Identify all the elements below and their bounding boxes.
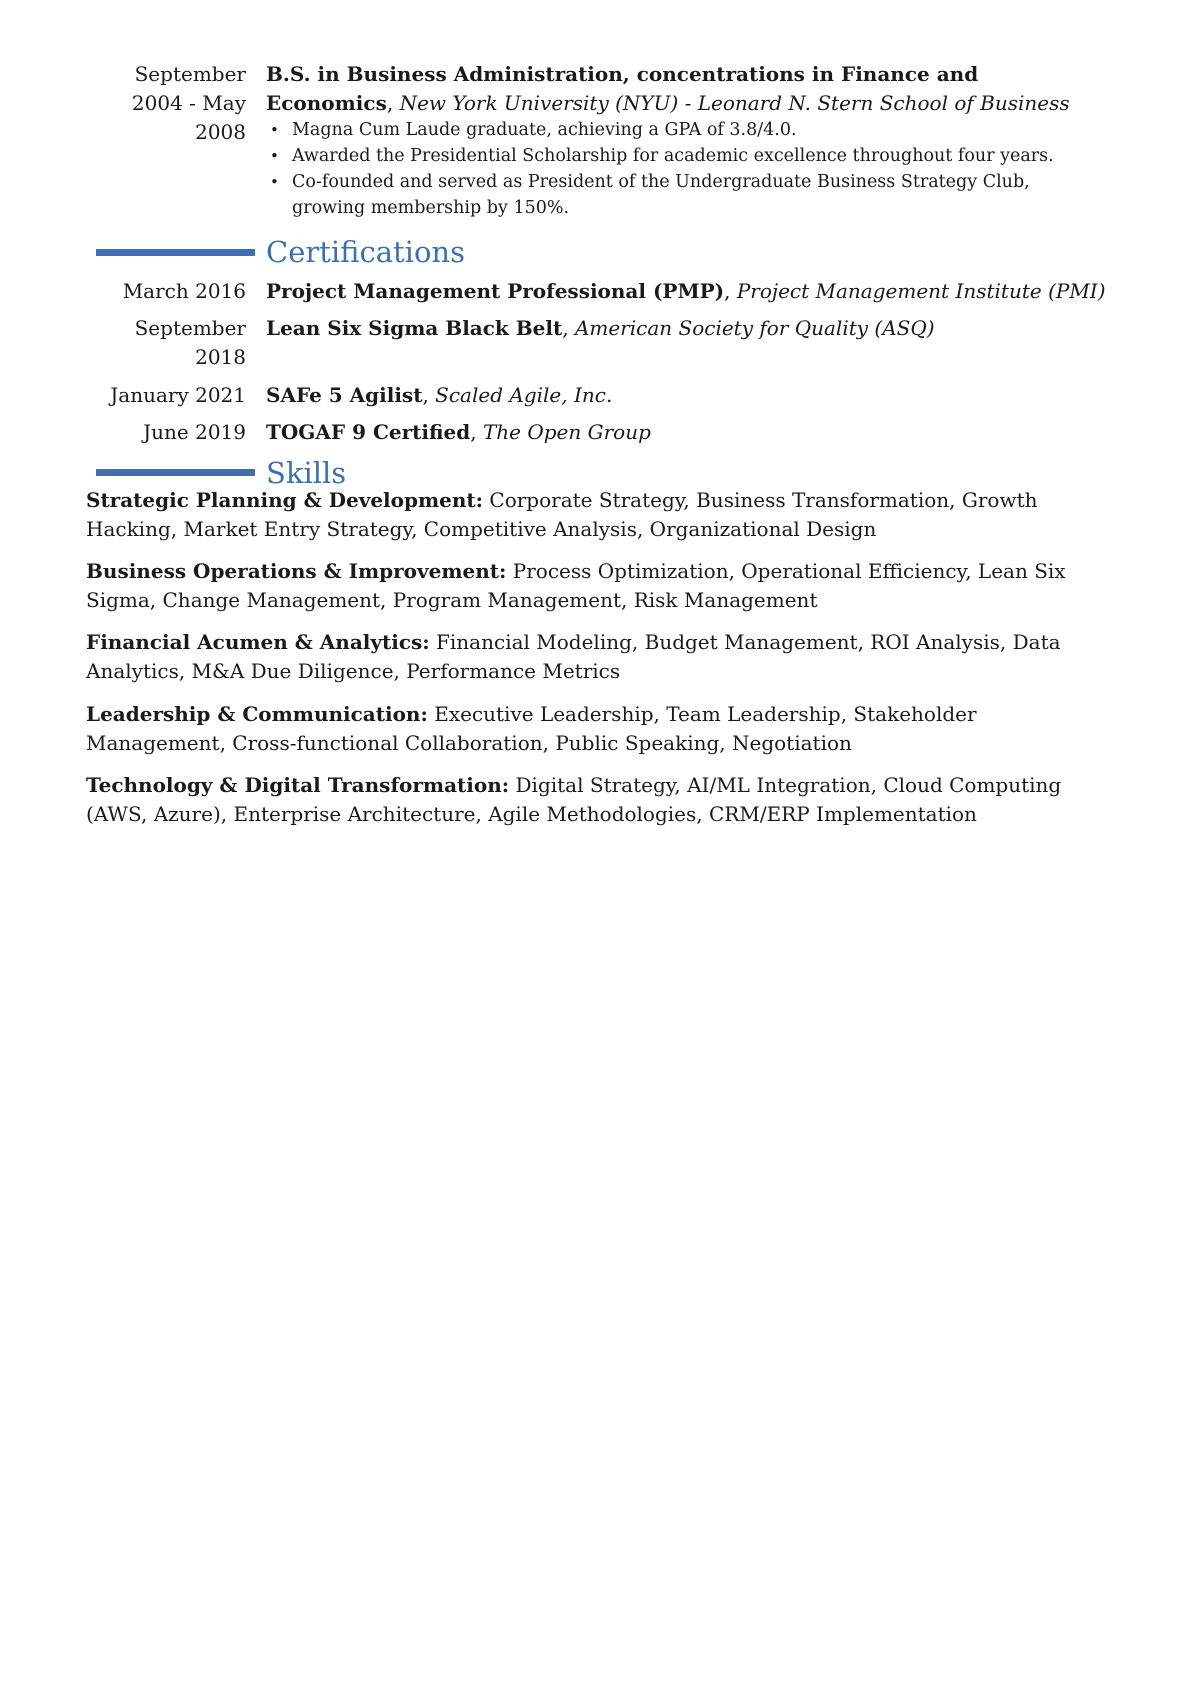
skill-group [86, 700, 1106, 758]
certification-issuer: Scaled Agile, Inc. [435, 383, 613, 407]
certification-date: January 2021 [110, 383, 246, 407]
certification-separator: , [422, 383, 436, 407]
education-bullet: • Magna Cum Laude graduate, achieving a GPA of 3.8/4.0. [266, 117, 1106, 143]
certification-name: TOGAF 9 Certified [266, 420, 471, 444]
education-heading [266, 60, 1106, 118]
skills-title: Skills [266, 456, 347, 490]
certification-issuer: The Open Group [482, 420, 651, 444]
education-date [96, 60, 246, 147]
skill-list: Financial Modeling, Budget Management, ROI Analysis, Data Analytics, M&A Due Diligence, Performance Metrics [86, 630, 1061, 683]
certifications-title: Certifications [266, 235, 465, 269]
skill-group [86, 557, 1106, 615]
skills-header [0, 456, 1190, 490]
skill-group [86, 771, 1106, 829]
education-content [266, 60, 1106, 221]
skill-group [86, 628, 1106, 686]
certification-content [266, 381, 1106, 410]
education-bullet: • Awarded the Presidential Scholarship for academic excellence throughout four years. [266, 143, 1106, 169]
certification-separator: , [724, 279, 737, 303]
certification-content [266, 277, 1106, 306]
skill-list: Digital Strategy, AI/ML Integration, Cloud Computing (AWS, Azure), Enterprise Architecture, Agile Methodologies, CRM/ERP Implementation [86, 773, 1062, 826]
certification-content [266, 418, 1106, 447]
skill-group [86, 486, 1106, 544]
certification-separator: , [562, 316, 575, 340]
skill-category: Leadership & Communication: [86, 702, 428, 726]
certification-issuer: American Society for Quality (ASQ) [574, 316, 935, 340]
certification-date: March 2016 [122, 279, 246, 303]
skill-list: Process Optimization, Operational Efficiency, Lean Six Sigma, Change Management, Program Management, Risk Management [86, 559, 1066, 612]
certification-date: September 2018 [134, 316, 246, 369]
education-degree: B.S. in Business Administration, concentrations in Finance and Economics [266, 62, 979, 115]
education-bullet: • Co-founded and served as President of the Undergraduate Business Strategy Club, growing membership by 150%. [266, 169, 1106, 221]
skill-category: Financial Acumen & Analytics: [86, 630, 430, 654]
education-separator: , [386, 91, 400, 115]
skill-list: Executive Leadership, Team Leadership, Stakeholder Management, Cross-functional Collaboration, Public Speaking, Negotiation [86, 702, 977, 755]
education-institution: New York University (NYU) - Leonard N. Stern School of Business [399, 91, 1070, 115]
skill-category: Strategic Planning & Development: [86, 488, 484, 512]
certifications-header [0, 235, 1190, 269]
certification-date: June 2019 [143, 420, 246, 444]
certifications-accent-bar [96, 249, 255, 256]
education-bullets [266, 117, 1106, 221]
skill-category: Technology & Digital Transformation: [86, 773, 510, 797]
certification-separator: , [470, 420, 483, 444]
certification-content [266, 314, 1106, 343]
certification-name: SAFe 5 Agilist [266, 383, 423, 407]
skill-category: Business Operations & Improvement: [86, 559, 507, 583]
certification-issuer: Project Management Institute (PMI) [736, 279, 1106, 303]
education-date-text: September 2004 - May 2008 [131, 62, 246, 144]
skill-list: Corporate Strategy, Business Transformation, Growth Hacking, Market Entry Strategy, Competitive Analysis, Organizational Design [86, 488, 1038, 541]
certification-name: Lean Six Sigma Black Belt [266, 316, 563, 340]
skills-accent-bar [96, 469, 255, 476]
certification-name: Project Management Professional (PMP) [266, 279, 725, 303]
